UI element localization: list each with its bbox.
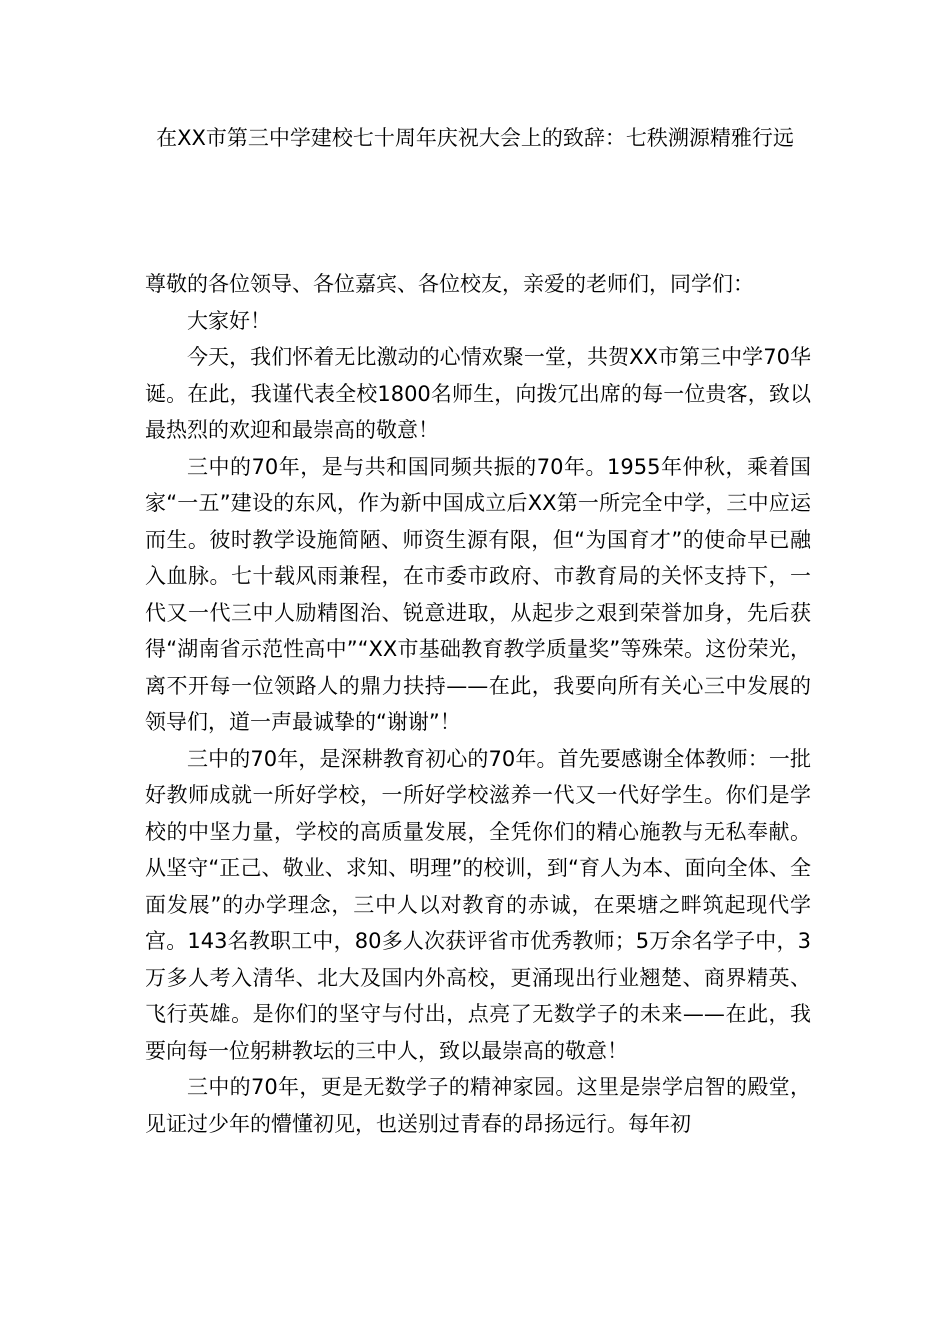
document-body <box>145 266 811 1142</box>
document-title: 在XX市第三中学建校七十周年庆祝大会上的致辞：七秩溯源精雅行远 <box>156 126 794 150</box>
students-paragraph: 三中的70年，更是无数学子的精神家园。这里是崇学启智的殿堂，见证过少年的懵懂初见，也送别过青春的昂扬远行。每年初 <box>145 1075 811 1136</box>
history-paragraph: 三中的70年，是与共和国同频共振的70年。1955年仲秋，乘着国家“一五”建设的东风，作为新中国成立后XX第一所完全中学，三中应运而生。彼时教学设施简陋、师资生源有限，但“为国育才”的使命早已融入血脉。七十载风雨兼程，在市委市政府、市教育局的关怀支持下，一代又一代三中人励精图治、锐意进取，从起步之艰到荣誉加身，先后获得“湖南省示范性高中”“XX市基础教育教学质量奖”等殊荣。这份荣光，离不开每一位领路人的鼎力扶持——在此，我要向所有关心三中发展的领导们，道一声最诚挚的“谢谢”！ <box>145 454 811 734</box>
salutation-paragraph: 尊敬的各位领导、各位嘉宾、各位校友，亲爱的老师们，同学们： <box>145 272 754 296</box>
welcome-paragraph: 今天，我们怀着无比激动的心情欢聚一堂，共贺XX市第三中学70华诞。在此，我谨代表全校1800名师生，向拨冗出席的每一位贵客，致以最热烈的欢迎和最崇高的敬意！ <box>145 345 811 442</box>
greeting-paragraph: 大家好！ <box>187 308 271 333</box>
teachers-paragraph: 三中的70年，是深耕教育初心的70年。首先要感谢全体教师：一批好教师成就一所好学校，一所好学校滋养一代又一代好学生。你们是学校的中坚力量，学校的高质量发展，全凭你们的精心施教与无私奉献。从坚守“正己、敬业、求知、明理”的校训，到“育人为本、面向全体、全面发展”的办学理念，三中人以对教育的赤诚，在栗塘之畔筑起现代学宫。143名教职工中，80多人次获评省市优秀教师；5万余名学子中，3万多人考入清华、北大及国内外高校，更涌现出行业翘楚、商界精英、飞行英雄。是你们的坚守与付出，点亮了无数学子的未来——在此，我要向每一位躬耕教坛的三中人，致以最崇高的敬意！ <box>145 746 811 1063</box>
